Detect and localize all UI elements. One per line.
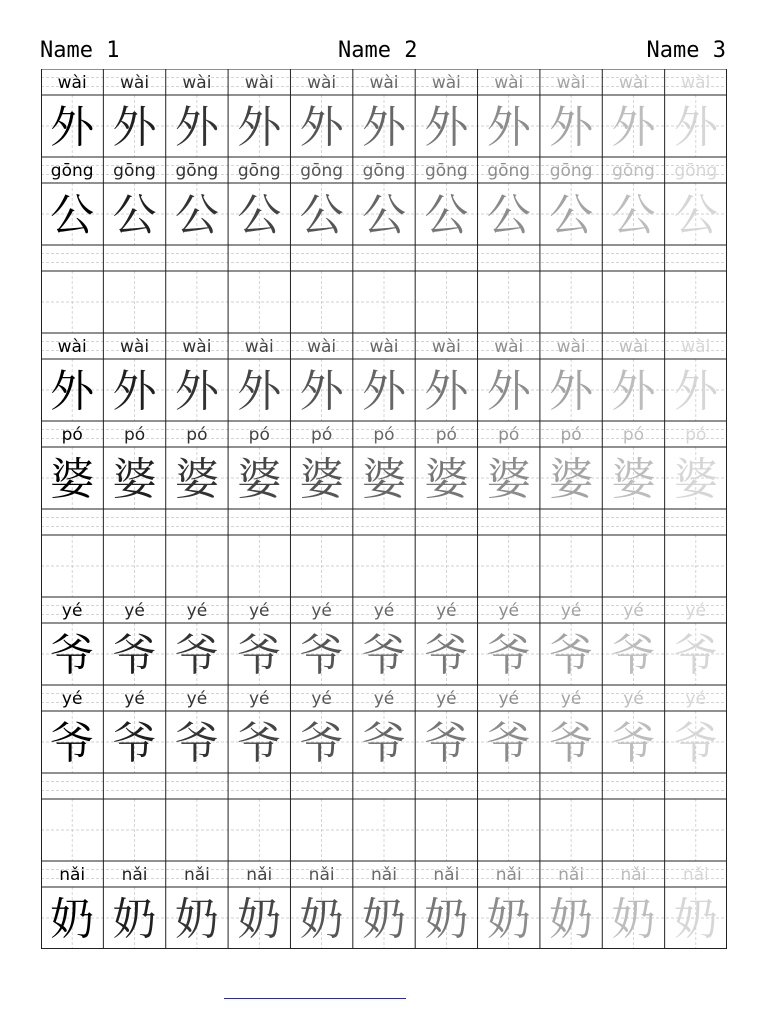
hanzi-character: 公 — [112, 190, 157, 241]
pinyin-text: yé — [623, 689, 644, 709]
pinyin-text: yé — [249, 689, 270, 709]
hanzi-character: 公 — [299, 190, 344, 241]
pinyin-text: pó — [685, 425, 707, 445]
pinyin-text: pó — [123, 425, 146, 445]
hanzi-character: 外 — [174, 102, 219, 153]
hanzi-character: 外 — [299, 366, 344, 417]
hanzi-character: 奶 — [362, 894, 406, 945]
hanzi-character: 爷 — [549, 630, 594, 681]
hanzi-character: 爷 — [299, 718, 344, 769]
pinyin-text: wài — [57, 73, 87, 93]
name-1-label: Name 1 — [40, 38, 120, 63]
hanzi-character: 爷 — [673, 718, 718, 769]
hanzi-character: 奶 — [486, 894, 531, 945]
hanzi-character: 外 — [486, 366, 531, 417]
pinyin-text: gōng — [362, 161, 406, 181]
pinyin-text: yé — [124, 689, 145, 709]
pinyin-text: wài — [307, 73, 337, 93]
hanzi-character: 奶 — [237, 894, 282, 945]
pinyin-text: gōng — [50, 161, 94, 181]
pinyin-text: wài — [556, 337, 586, 357]
hanzi-character: 公 — [549, 190, 594, 241]
name-2-label: Name 2 — [338, 38, 418, 63]
pinyin-text: wài — [494, 337, 524, 357]
pinyin-text: nǎi — [59, 865, 86, 885]
pinyin-text: wài — [556, 73, 586, 93]
pinyin-text: wài — [681, 337, 711, 357]
pinyin-text: yé — [61, 601, 83, 621]
pinyin-text: pó — [61, 425, 83, 445]
pinyin-text: yé — [61, 689, 83, 709]
pinyin-text: pó — [622, 425, 645, 445]
hanzi-character: 爷 — [50, 630, 95, 681]
hanzi-character: 爷 — [611, 718, 656, 769]
hanzi-character: 婆 — [112, 454, 157, 505]
hanzi-character: 公 — [424, 190, 469, 241]
hanzi-character: 奶 — [673, 894, 718, 945]
hanzi-character: 爷 — [237, 630, 282, 681]
pinyin-text: gōng — [674, 161, 718, 181]
hanzi-character: 奶 — [611, 894, 656, 945]
hanzi-character: 公 — [486, 190, 531, 241]
pinyin-text: yé — [685, 601, 707, 621]
hanzi-character: 外 — [424, 366, 469, 417]
pinyin-text: yé — [311, 689, 332, 709]
hanzi-character: 爷 — [424, 630, 469, 681]
hanzi-character: 爷 — [673, 630, 718, 681]
hanzi-character: 公 — [611, 190, 656, 241]
hanzi-character: 爷 — [362, 630, 406, 681]
hanzi-character: 外 — [673, 102, 718, 153]
pinyin-text: nǎi — [121, 865, 148, 885]
pinyin-text: yé — [436, 601, 457, 621]
pinyin-text: pó — [560, 425, 582, 445]
pinyin-text: wài — [244, 73, 274, 93]
hanzi-character: 外 — [362, 366, 406, 417]
pinyin-text: pó — [186, 425, 208, 445]
pinyin-text: nǎi — [558, 865, 585, 885]
hanzi-character: 爷 — [299, 630, 344, 681]
pinyin-text: yé — [685, 689, 707, 709]
pinyin-text: yé — [560, 601, 582, 621]
hanzi-character: 外 — [362, 102, 406, 153]
hanzi-character: 公 — [174, 190, 219, 241]
hanzi-character: 爷 — [112, 630, 157, 681]
hanzi-character: 外 — [174, 366, 219, 417]
pinyin-text: gōng — [175, 161, 219, 181]
pinyin-text: nǎi — [433, 865, 460, 885]
pinyin-text: pó — [498, 425, 520, 445]
hanzi-character: 婆 — [611, 454, 656, 505]
pinyin-text: yé — [498, 689, 519, 709]
hanzi-character: 婆 — [362, 454, 406, 505]
pinyin-text: wài — [244, 337, 274, 357]
hanzi-character: 婆 — [299, 454, 344, 505]
pinyin-text: yé — [560, 689, 582, 709]
hanzi-character: 公 — [237, 190, 282, 241]
hanzi-character: 婆 — [50, 454, 95, 505]
pinyin-text: wài — [182, 337, 212, 357]
pinyin-text: nǎi — [246, 865, 273, 885]
hanzi-character: 外 — [112, 366, 157, 417]
footer-link-line — [224, 998, 406, 999]
pinyin-text: wài — [618, 73, 648, 93]
hanzi-character: 爷 — [174, 718, 219, 769]
hanzi-character: 公 — [362, 190, 406, 241]
pinyin-text: yé — [124, 601, 145, 621]
pinyin-text: pó — [435, 425, 457, 445]
hanzi-character: 奶 — [299, 894, 344, 945]
hanzi-character: 婆 — [673, 454, 718, 505]
worksheet-header — [40, 36, 726, 66]
pinyin-text: wài — [120, 73, 150, 93]
practice-grid — [41, 69, 727, 949]
pinyin-text: wài — [494, 73, 524, 93]
name-3-label: Name 3 — [646, 38, 726, 63]
pinyin-text: nǎi — [620, 865, 647, 885]
hanzi-character: 外 — [424, 102, 469, 153]
hanzi-character: 爷 — [611, 630, 656, 681]
hanzi-character: 爷 — [362, 718, 406, 769]
hanzi-character: 外 — [549, 102, 594, 153]
hanzi-character: 爷 — [486, 630, 531, 681]
hanzi-character: 爷 — [549, 718, 594, 769]
hanzi-character: 奶 — [549, 894, 594, 945]
pinyin-text: gōng — [300, 161, 344, 181]
pinyin-text: gōng — [424, 161, 468, 181]
pinyin-text: yé — [623, 601, 644, 621]
pinyin-text: yé — [311, 601, 332, 621]
pinyin-text: wài — [369, 337, 399, 357]
pinyin-text: wài — [431, 337, 461, 357]
pinyin-text: wài — [182, 73, 212, 93]
pinyin-text: wài — [681, 73, 711, 93]
pinyin-text: gōng — [113, 161, 156, 181]
hanzi-character: 外 — [237, 366, 282, 417]
hanzi-character: 公 — [50, 190, 95, 241]
hanzi-character: 外 — [611, 102, 656, 153]
hanzi-character: 外 — [611, 366, 656, 417]
hanzi-character: 爷 — [424, 718, 469, 769]
pinyin-text: yé — [186, 689, 208, 709]
pinyin-text: wài — [618, 337, 648, 357]
hanzi-character: 爷 — [50, 718, 95, 769]
pinyin-text: nǎi — [308, 865, 335, 885]
hanzi-character: 婆 — [424, 454, 469, 505]
hanzi-character: 奶 — [174, 894, 219, 945]
hanzi-character: 婆 — [486, 454, 531, 505]
hanzi-character: 爷 — [112, 718, 157, 769]
pinyin-text: nǎi — [183, 865, 210, 885]
hanzi-character: 婆 — [174, 454, 219, 505]
pinyin-text: yé — [373, 601, 395, 621]
pinyin-text: gōng — [612, 161, 655, 181]
hanzi-character: 爷 — [237, 718, 282, 769]
pinyin-text: gōng — [549, 161, 593, 181]
hanzi-character: 奶 — [424, 894, 469, 945]
hanzi-character: 爷 — [174, 630, 219, 681]
hanzi-character: 外 — [237, 102, 282, 153]
hanzi-character: 外 — [50, 366, 95, 417]
pinyin-text: gōng — [487, 161, 531, 181]
pinyin-text: pó — [373, 425, 395, 445]
pinyin-text: wài — [120, 337, 150, 357]
hanzi-character: 外 — [112, 102, 157, 153]
pinyin-text: wài — [369, 73, 399, 93]
pinyin-text: wài — [57, 337, 87, 357]
pinyin-text: nǎi — [682, 865, 709, 885]
hanzi-character: 爷 — [486, 718, 531, 769]
hanzi-character: 公 — [673, 190, 718, 241]
pinyin-text: pó — [248, 425, 270, 445]
hanzi-character: 婆 — [237, 454, 282, 505]
hanzi-character: 婆 — [549, 454, 594, 505]
pinyin-text: yé — [186, 601, 208, 621]
hanzi-character: 外 — [549, 366, 594, 417]
pinyin-text: gōng — [237, 161, 281, 181]
pinyin-text: nǎi — [371, 865, 397, 885]
hanzi-character: 奶 — [112, 894, 157, 945]
pinyin-text: pó — [311, 425, 333, 445]
hanzi-character: 奶 — [50, 894, 95, 945]
pinyin-text: wài — [307, 337, 337, 357]
pinyin-text: yé — [498, 601, 519, 621]
pinyin-text: yé — [436, 689, 457, 709]
hanzi-character: 外 — [50, 102, 95, 153]
pinyin-text: yé — [249, 601, 270, 621]
hanzi-character: 外 — [299, 102, 344, 153]
pinyin-text: nǎi — [495, 865, 522, 885]
pinyin-text: wài — [431, 73, 461, 93]
pinyin-text: yé — [373, 689, 395, 709]
hanzi-character: 外 — [486, 102, 531, 153]
hanzi-character: 外 — [673, 366, 718, 417]
